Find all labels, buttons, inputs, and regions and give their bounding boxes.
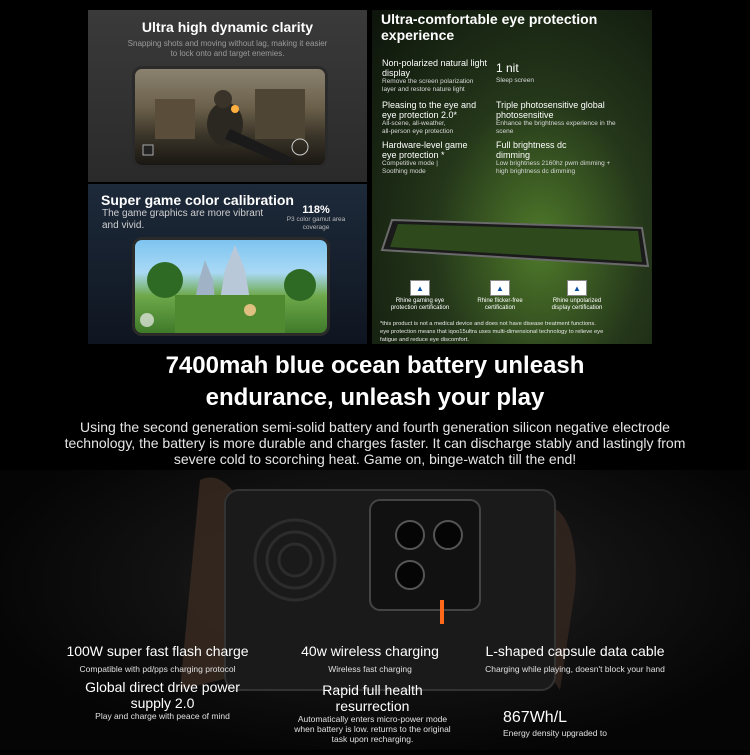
feature-eye-protection: Pleasing to the eye and eye protection 2.0* All-scene, all-weather, all-person eye protection <box>382 100 477 135</box>
feature-photosensitive: Triple photosensitive global photosensitive Enhance the brightness experience in the scene <box>496 100 616 135</box>
feature-data-cable: L-shaped capsule data cable Charging while playing, doesn't block your hand <box>485 643 665 674</box>
panel-subtitle-1: Snapping shots and moving without lag, making it easier <box>127 39 328 48</box>
feature-non-polarized: Non-polarized natural light display Remove the screen polarization layer and restore nature light <box>382 58 488 93</box>
panel-title: Super game color calibration <box>101 192 294 208</box>
badge-gaming-eye: ▲ Rhine gaming eye protection certification <box>388 280 452 312</box>
battery-headline-1: 7400mah blue ocean battery unleash <box>165 352 585 379</box>
gamut-label-2: coverage <box>302 224 330 231</box>
battery-headline-2: endurance, unleash your play <box>205 384 545 411</box>
feature-flash-charge: 100W super fast flash charge Compatible with pd/pps charging protocol <box>66 643 249 674</box>
footnote: *this product is not a medical device and does not have disease treatment functions. eye protection means that iqoo15ultra uses multi-dimensional technology to relieve eye fatigue and reduce eye discomfort. <box>380 321 604 343</box>
panel-subtitle-2: to lock onto and target enemies. <box>170 49 285 58</box>
badge-flicker-free: ▲ Rhine flicker-free certification <box>468 280 532 312</box>
phone-shooter-game <box>132 66 328 168</box>
feature-game-eye-protection: Hardware-level game eye protection * Competitive mode | Soothing mode <box>382 140 468 175</box>
battery-description: Using the second generation semi-solid battery and fourth generation silicon negative electrode technology, the battery is more durable and charges faster. It can discharge stably and lastingly from severe cold to scorching heat. Game on, binge-watch till the end! <box>64 419 686 467</box>
panel-subtitle-2: and vivid. <box>102 220 145 231</box>
energy-density-value: 867Wh/L <box>503 709 568 726</box>
rhine-certification-icon: ▲ <box>410 280 430 296</box>
feature-wireless-charging: 40w wireless charging Wireless fast charging <box>301 643 439 674</box>
phone-on-grass <box>372 200 652 280</box>
panel-color-calibration <box>88 184 367 344</box>
feature-rapid-resurrection: Rapid full health resurrection Automatically enters micro-power mode when battery is low. returns to the original task upon recharging. <box>294 682 451 744</box>
panel-eye-protection <box>372 10 652 344</box>
phone-fantasy-game <box>132 237 330 336</box>
panel-title: Ultra high dynamic clarity <box>141 19 314 35</box>
feature-direct-drive: Global direct drive power supply 2.0 Play and charge with peace of mind <box>85 679 240 721</box>
gamut-value: 118% <box>302 204 330 216</box>
gamut-label-1: P3 color gamut area <box>286 216 346 223</box>
energy-density-label: Energy density upgraded to <box>503 728 607 738</box>
feature-1-nit: 1 nit Sleep screen <box>496 61 534 84</box>
panel-dynamic-clarity <box>88 10 367 182</box>
rhine-certification-icon: ▲ <box>490 280 510 296</box>
panel-subtitle-1: The game graphics are more vibrant <box>102 208 264 219</box>
feature-dc-dimming: Full brightness dc dimming Low brightness 2160hz pwm dimming + high brightness dc dimming <box>496 140 611 175</box>
panel-title-1: Ultra-comfortable eye protection <box>381 11 598 27</box>
rhine-certification-icon: ▲ <box>567 280 587 296</box>
feature-energy-density <box>503 709 607 738</box>
panel-title-2: experience <box>381 27 455 43</box>
badge-unpolarized: ▲ Rhine unpolarized display certification <box>545 280 609 312</box>
